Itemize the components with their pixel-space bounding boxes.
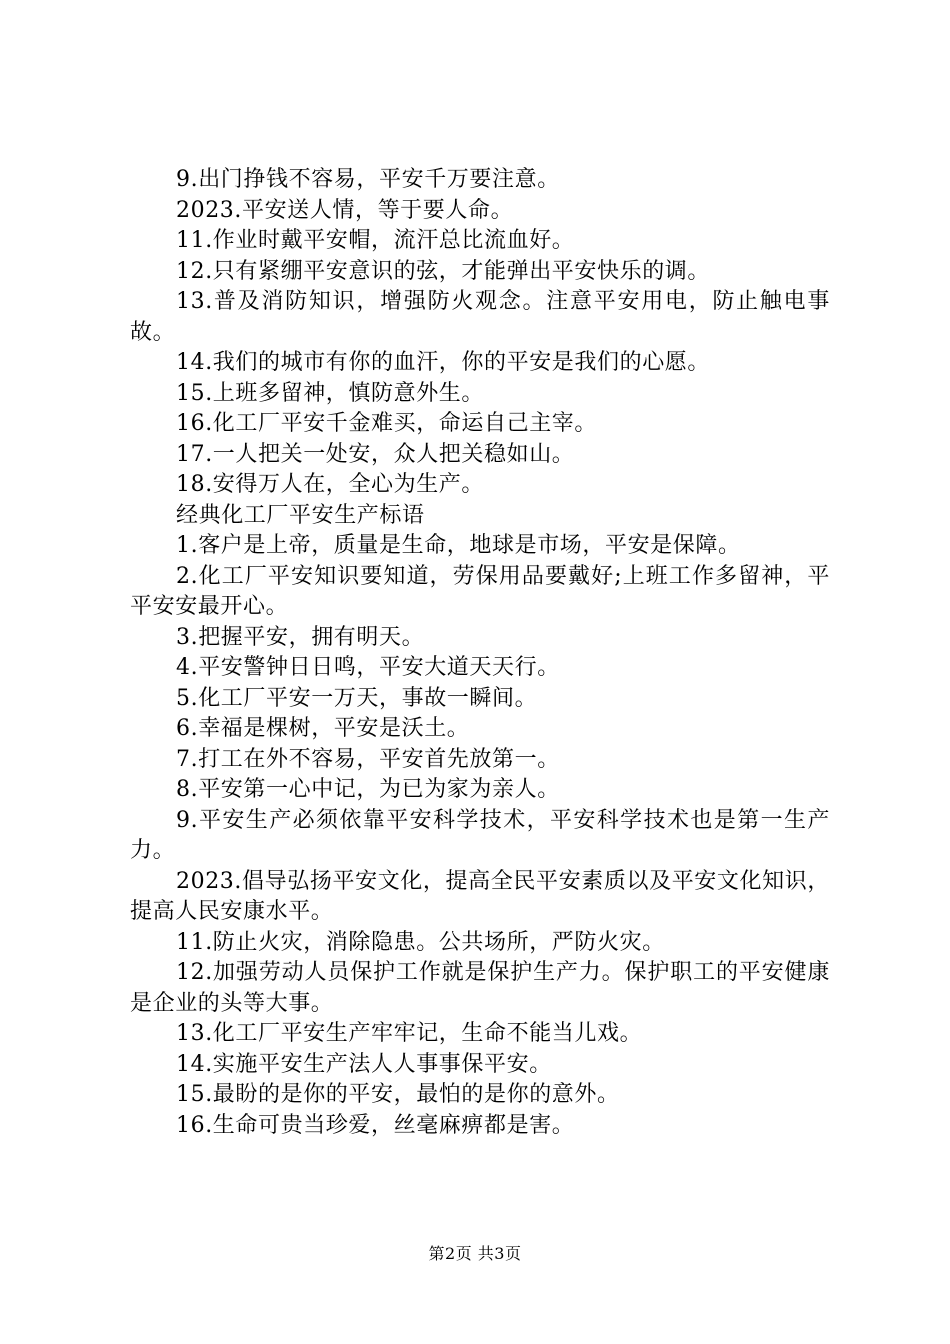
document-body — [130, 165, 830, 1141]
paragraph: 4.平安警钟日日鸣，平安大道天天行。 — [176, 655, 560, 680]
paragraph: 11.防止火灾，消除隐患。公共场所，严防火灾。 — [176, 929, 665, 955]
page-footer: 第2页 共3页 — [428, 1244, 522, 1263]
paragraph: 16.生命可贵当珍爱，丝毫麻痹都是害。 — [176, 1112, 575, 1138]
paragraph: 9.出门挣钱不容易，平安千万要注意。 — [176, 167, 560, 192]
paragraph: 14.实施平安生产法人人事事保平安。 — [176, 1051, 552, 1077]
paragraph: 12.只有紧绷平安意识的弦，才能弹出平安快乐的调。 — [176, 258, 710, 284]
paragraph: 7.打工在外不容易，平安首先放第一。 — [176, 746, 560, 772]
paragraph: 16.化工厂平安千金难买，命运自己主宰。 — [176, 411, 597, 436]
paragraph: 13.普及消防知识，增强防火观念。注意平安用电，防止触电事故。 — [130, 289, 830, 345]
paragraph: 1.客户是上帝，质量是生命，地球是市场，平安是保障。 — [176, 533, 741, 558]
paragraph: 2023.倡导弘扬平安文化，提高全民平安素质以及平安文化知识，提高人民安康水平。 — [130, 868, 830, 924]
paragraph: 2.化工厂平安知识要知道，劳保用品要戴好;上班工作多留神，平平安安最开心。 — [130, 563, 830, 619]
paragraph: 9.平安生产必须依靠平安科学技术，平安科学技术也是第一生产力。 — [130, 807, 830, 863]
paragraph: 17.一人把关一处安，众人把关稳如山。 — [176, 441, 575, 467]
paragraph: 15.上班多留神，慎防意外生。 — [176, 380, 484, 406]
paragraph: 2023.平安送人情，等于要人命。 — [176, 197, 514, 223]
paragraph: 5.化工厂平安一万天，事故一瞬间。 — [176, 685, 538, 711]
paragraph: 8.平安第一心中记，为已为家为亲人。 — [176, 777, 560, 802]
paragraph: 3.把握平安，拥有明天。 — [176, 624, 425, 650]
section-heading: 经典化工厂平安生产标语 — [176, 502, 425, 528]
paragraph: 14.我们的城市有你的血汗，你的平安是我们的心愿。 — [176, 350, 710, 375]
paragraph: 6.幸福是棵树，平安是沃土。 — [176, 716, 470, 741]
paragraph: 18.安得万人在，全心为生产。 — [176, 472, 484, 497]
paragraph: 13.化工厂平安生产牢牢记，生命不能当儿戏。 — [176, 1021, 643, 1046]
paragraph: 15.最盼的是你的平安，最怕的是你的意外。 — [176, 1082, 620, 1107]
paragraph: 11.作业时戴平安帽，流汗总比流血好。 — [176, 228, 575, 253]
paragraph: 12.加强劳动人员保护工作就是保护生产力。保护职工的平安健康是企业的头等大事。 — [130, 960, 830, 1016]
